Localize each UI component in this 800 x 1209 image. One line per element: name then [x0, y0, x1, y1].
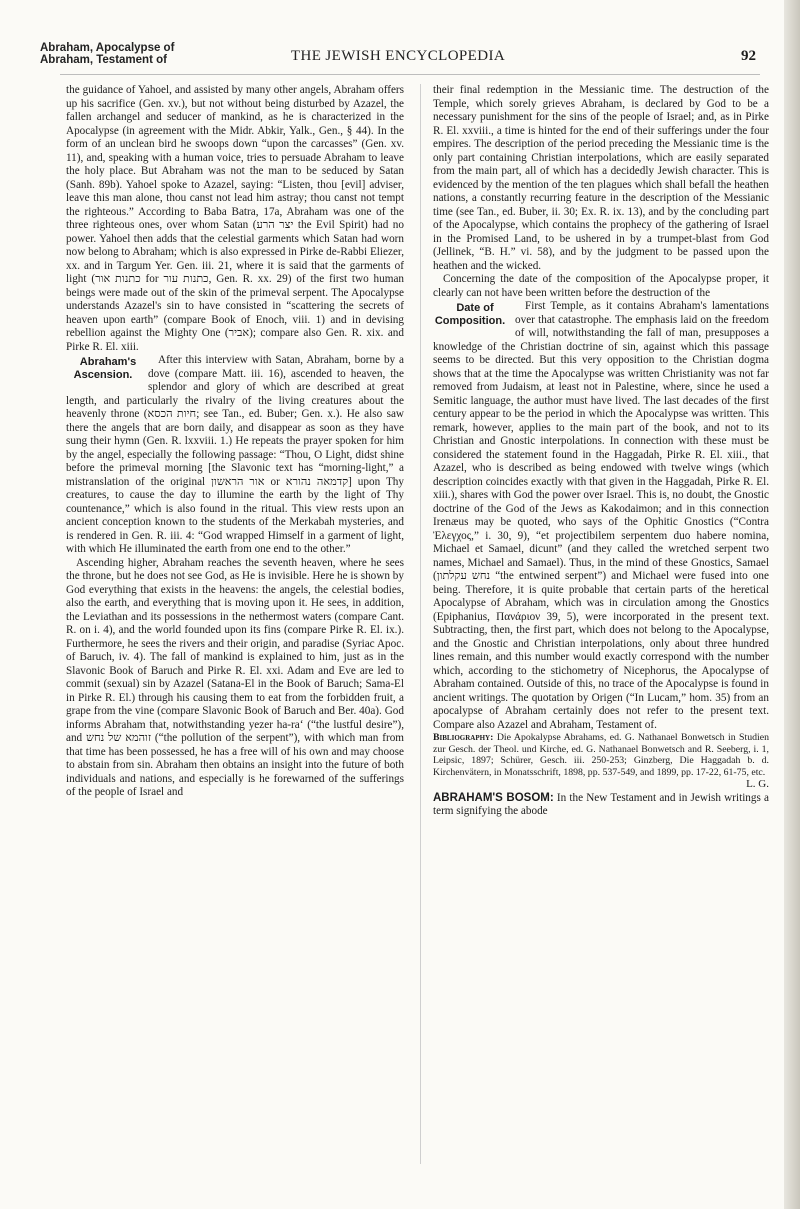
running-head-line-1: Abraham, Apocalypse of: [40, 42, 175, 54]
bibliography-text: Die Apokalypse Abrahams, ed. G. Nathanael Bonwetsch in Studien zur Gesch. der Theol. und Kirche, ed. G. Nathanael Bonwetsch and R. Seeberg, i. 1, Leipsic, 1897; Schürer, Gesch. iii. 250-253; Ginzberg, Die Haggadah b. d. Kirchenvätern, in Monatsschrift, 1898, pp. 537-549, and 1899, pp. 17-22, 61-75, etc.: [433, 732, 769, 778]
right-column: [433, 84, 769, 819]
right-paragraph-3-text: First Temple, as it contains Abraham's lamentations over that catastrophe. The emphasis laid on the freedom of will, notwithstanding the fall of man, presupposes a knowledge of the Christian doctrine of sin, against which this passage seems to be directed. But this very opposition to the Christian dogma shows that at the time the Apocalypse was written Christianity was not far removed from Judaism, at least not in Palestine, where, since he used a Semitic language, the author must have lived. The last decades of the first century appear to be the period in which the Apocalypse was written. This remark, however, applies to the main part of the book, and not to its Christian and Gnostic interpolations. In connection with these must be considered the statement found in the Haggadah, Pirke R. El. xiii., that Azazel, who is described as being endowed with twelve wings (which description coincides exactly with that given in the Haggadah, Pirke R. El. xiii.), shares with God the power over Israel. This is, no doubt, the Gnostic doctrine of the God of the Jews as Kakodaimon; and in this connection Irenæus may be quoted, who says of the Ophitic Gnostics (“Contra Ἐλεγχος,” i. 30, 9), “et projectibilem serpentem duo habere nomina, Michael et Samael, dicunt” (and they called the wretched serpent two names, Michael and Samael). Thus, in the mind of these Gnostics, Samael (נחש עקלתון “the entwined serpent”) and Michael were fused into one being. Therefore, it is quite probable that certain parts of the heretical Apocalypse of Abraham, which was in circulation among the Gnostics (Epiphanius, Πανάριον 39, 5), were incorporated in the present text. Subtracting, then, the first part, which does not belong to the Apocalypse, and the Gnostic and Christian interpolations, only about three hundred lines remain, and this number would exactly correspond with the number which, according to the stichometry of Nicephorus, the Apocalypse of Abraham contained. Outside of this, no trace of the Apocalypse is found in ancient writings. The quotation by Origen (“In Lucam,” hom. 35) from an apocalypse of Abraham certainly does not refer to the present text. Compare also Azazel and Abraham, Testament of.: [433, 300, 769, 731]
next-entry-text: In the New Testament and in Jewish writings a term signifying the abode: [433, 791, 769, 817]
next-entry: [433, 792, 769, 819]
side-heading-date: Date of Composition.: [434, 302, 506, 327]
running-head-line-2: Abraham, Testament of: [40, 54, 167, 66]
page-number: 92: [741, 48, 756, 64]
right-paragraph-3: [433, 300, 769, 732]
column-divider: [420, 84, 421, 1164]
page-edge-shadow: [784, 0, 800, 1209]
author-signature: L. G.: [746, 778, 769, 790]
right-paragraph-1: their final redemption in the Messianic time. The destruction of the Temple, which sorely grieves Abraham, is declared by God to be a necessary punishment for the sins of the people of Israel; and, as in Pirke R. El. xxviii., a time is hinted for the end of their sufferings under the four empires. The description of the period preceding the Messianic time is the only part containing Christian interpolations, which are easily separated from the main part, all of which has a decidedly Jewish character. This is evidenced by the mention of the ten plagues which shall befall the heathen nations, a constantly recurring feature in the description of the Messianic time (see Tan., ed. Buber, ii. 30; Ex. R. ix. 13), and by the concluding part of the Apocalypse, which contains the prophecy of the gathering of Israel in the Promised Land, to be ushered in by a trumpet-blast from God (Jellinek, “B. H.” vi. 58), and by the judgment to be passed upon the heathen and the wicked.: [433, 84, 769, 272]
page-header: [40, 40, 756, 70]
right-paragraph-2: Concerning the date of the composition of the Apocalypse proper, it clearly can not have been written before the destruction of the: [433, 273, 769, 299]
left-paragraph-2-text: After this interview with Satan, Abraham, borne by a dove (compare Matt. iii. 16), ascended to heaven, the splendor and glory of which are described at great length, and particularly the rivalry of the living creatures about the heavenly throne (חיות הכסא; see Tan., ed. Buber; Gen. x.). He also saw there the angels that are born daily, and disappear as soon as they have sung their hymn (Gen. R. lxxviii. 1.) He repeats the prayer spoken for him by the angel, especially the following passage: “Thou, O Light, didst shine before the primeval morning [the Slavonic text has “morning-light,” a mistranslation of the original אור הראשון or קדמאה נהורא] upon Thy creatures, to cause the day to illumine the earth by the light of Thy countenance,” which is also found in the ritual. This view rests upon an ancient conception known to the students of the Merkabah mysteries, and is rendered in Gen. R. iii. 4: “God wrapped Himself in a garment of light, with which He illuminated the earth from one end to the other.”: [66, 354, 404, 555]
side-heading-ascension: Abraham's Ascension.: [73, 356, 137, 381]
left-column: [66, 84, 404, 800]
next-entry-heading: ABRAHAM'S BOSOM:: [433, 791, 554, 804]
header-rule: [60, 74, 760, 75]
left-paragraph-2: [66, 354, 404, 557]
bibliography-label: Bibliography:: [433, 732, 494, 743]
left-paragraph-3: Ascending higher, Abraham reaches the seventh heaven, where he sees the throne, but he does not see God, as He is invisible. Here he is shown by God everything that exists in the heavens: the angels, the celestial bodies, also the earth, and everything that is moving upon it. He sees, in addition, the Leviathan and its possessions in the nethermost waters (compare Cant. R. on i. 4), and the world founded upon its fins (compare Pirke R. El. ix.). Furthermore, he sees the rivers and their origin, and paradise (Syriac Apoc. of Baruch, iv. 4). The fall of mankind is explained to him, just as in the Slavonic Book of Baruch and Pirke R. El. xxi. Adam and Eve are led to commit (sexual) sin by Azazel (Satana-El in the Book of Baruch; Sama-El in Pirke R. El.) through his causing them to eat from the forbidden fruit, a grape from the vine (compare Slavonic Book of Baruch and Ber. 40a). God informs Abraham that, notwithstanding yezer ha-ra‘ (“the lustful desire”), and זוהמא של נחש (“the pollution of the serpent”), with which man from that time has been possessed, he has a free will of his own and may choose to abstain from sin. Abraham then obtains an insight into the future of both individuals and nations, and especially is he forewarned of the sufferings of the people of Israel and: [66, 556, 404, 798]
bibliography: [433, 732, 769, 778]
journal-title: THE JEWISH ENCYCLOPEDIA: [290, 48, 506, 64]
left-paragraph-1: the guidance of Yahoel, and assisted by many other angels, Abraham offers up his sacrifice (Gen. xv.), but not without being disturbed by Azazel, the fallen archangel and seducer of mankind, as he is characterized in the Apocalypse (in agreement with the Midr. Abkir, Yalk., Gen., § 44). In the form of an unclean bird he swoops down “upon the carcasses” (Gen. xv. 11), and, speaking with a human voice, tries to persuade Abraham to leave the holy place. But Abraham was not the man to be seduced by Satan (Sanh. 89b). Yahoel spoke to Azazel, saying: “Listen, thou [evil] adviser, leave this man alone, thou canst not lead him astray; thou canst not tempt the righteous.” According to Baba Batra, 17a, Abraham was one of the three righteous ones, over whom Satan (יצר הרע the Evil Spirit) had no power. Yahoel then adds that the celestial garments which Satan had worn now belong to Abraham; which is also expressed in Pirke de-Rabbi Eliezer, xx. and in Targum Yer. Gen. iii. 21, where it is said that the garments of light (כתנות אור for כתנות עור, Gen. R. xx. 29) of the first two human beings were made out of the skin of the primeval serpent. The Apocalypse understands Azazel's sin to have consisted in “scattering the secrets of heaven upon earth” (compare Book of Enoch, viii. 1) and in devising rebellion against the Mighty One (אביר); compare also Gen. R. xix. and Pirke R. El. xiii.: [66, 84, 405, 353]
